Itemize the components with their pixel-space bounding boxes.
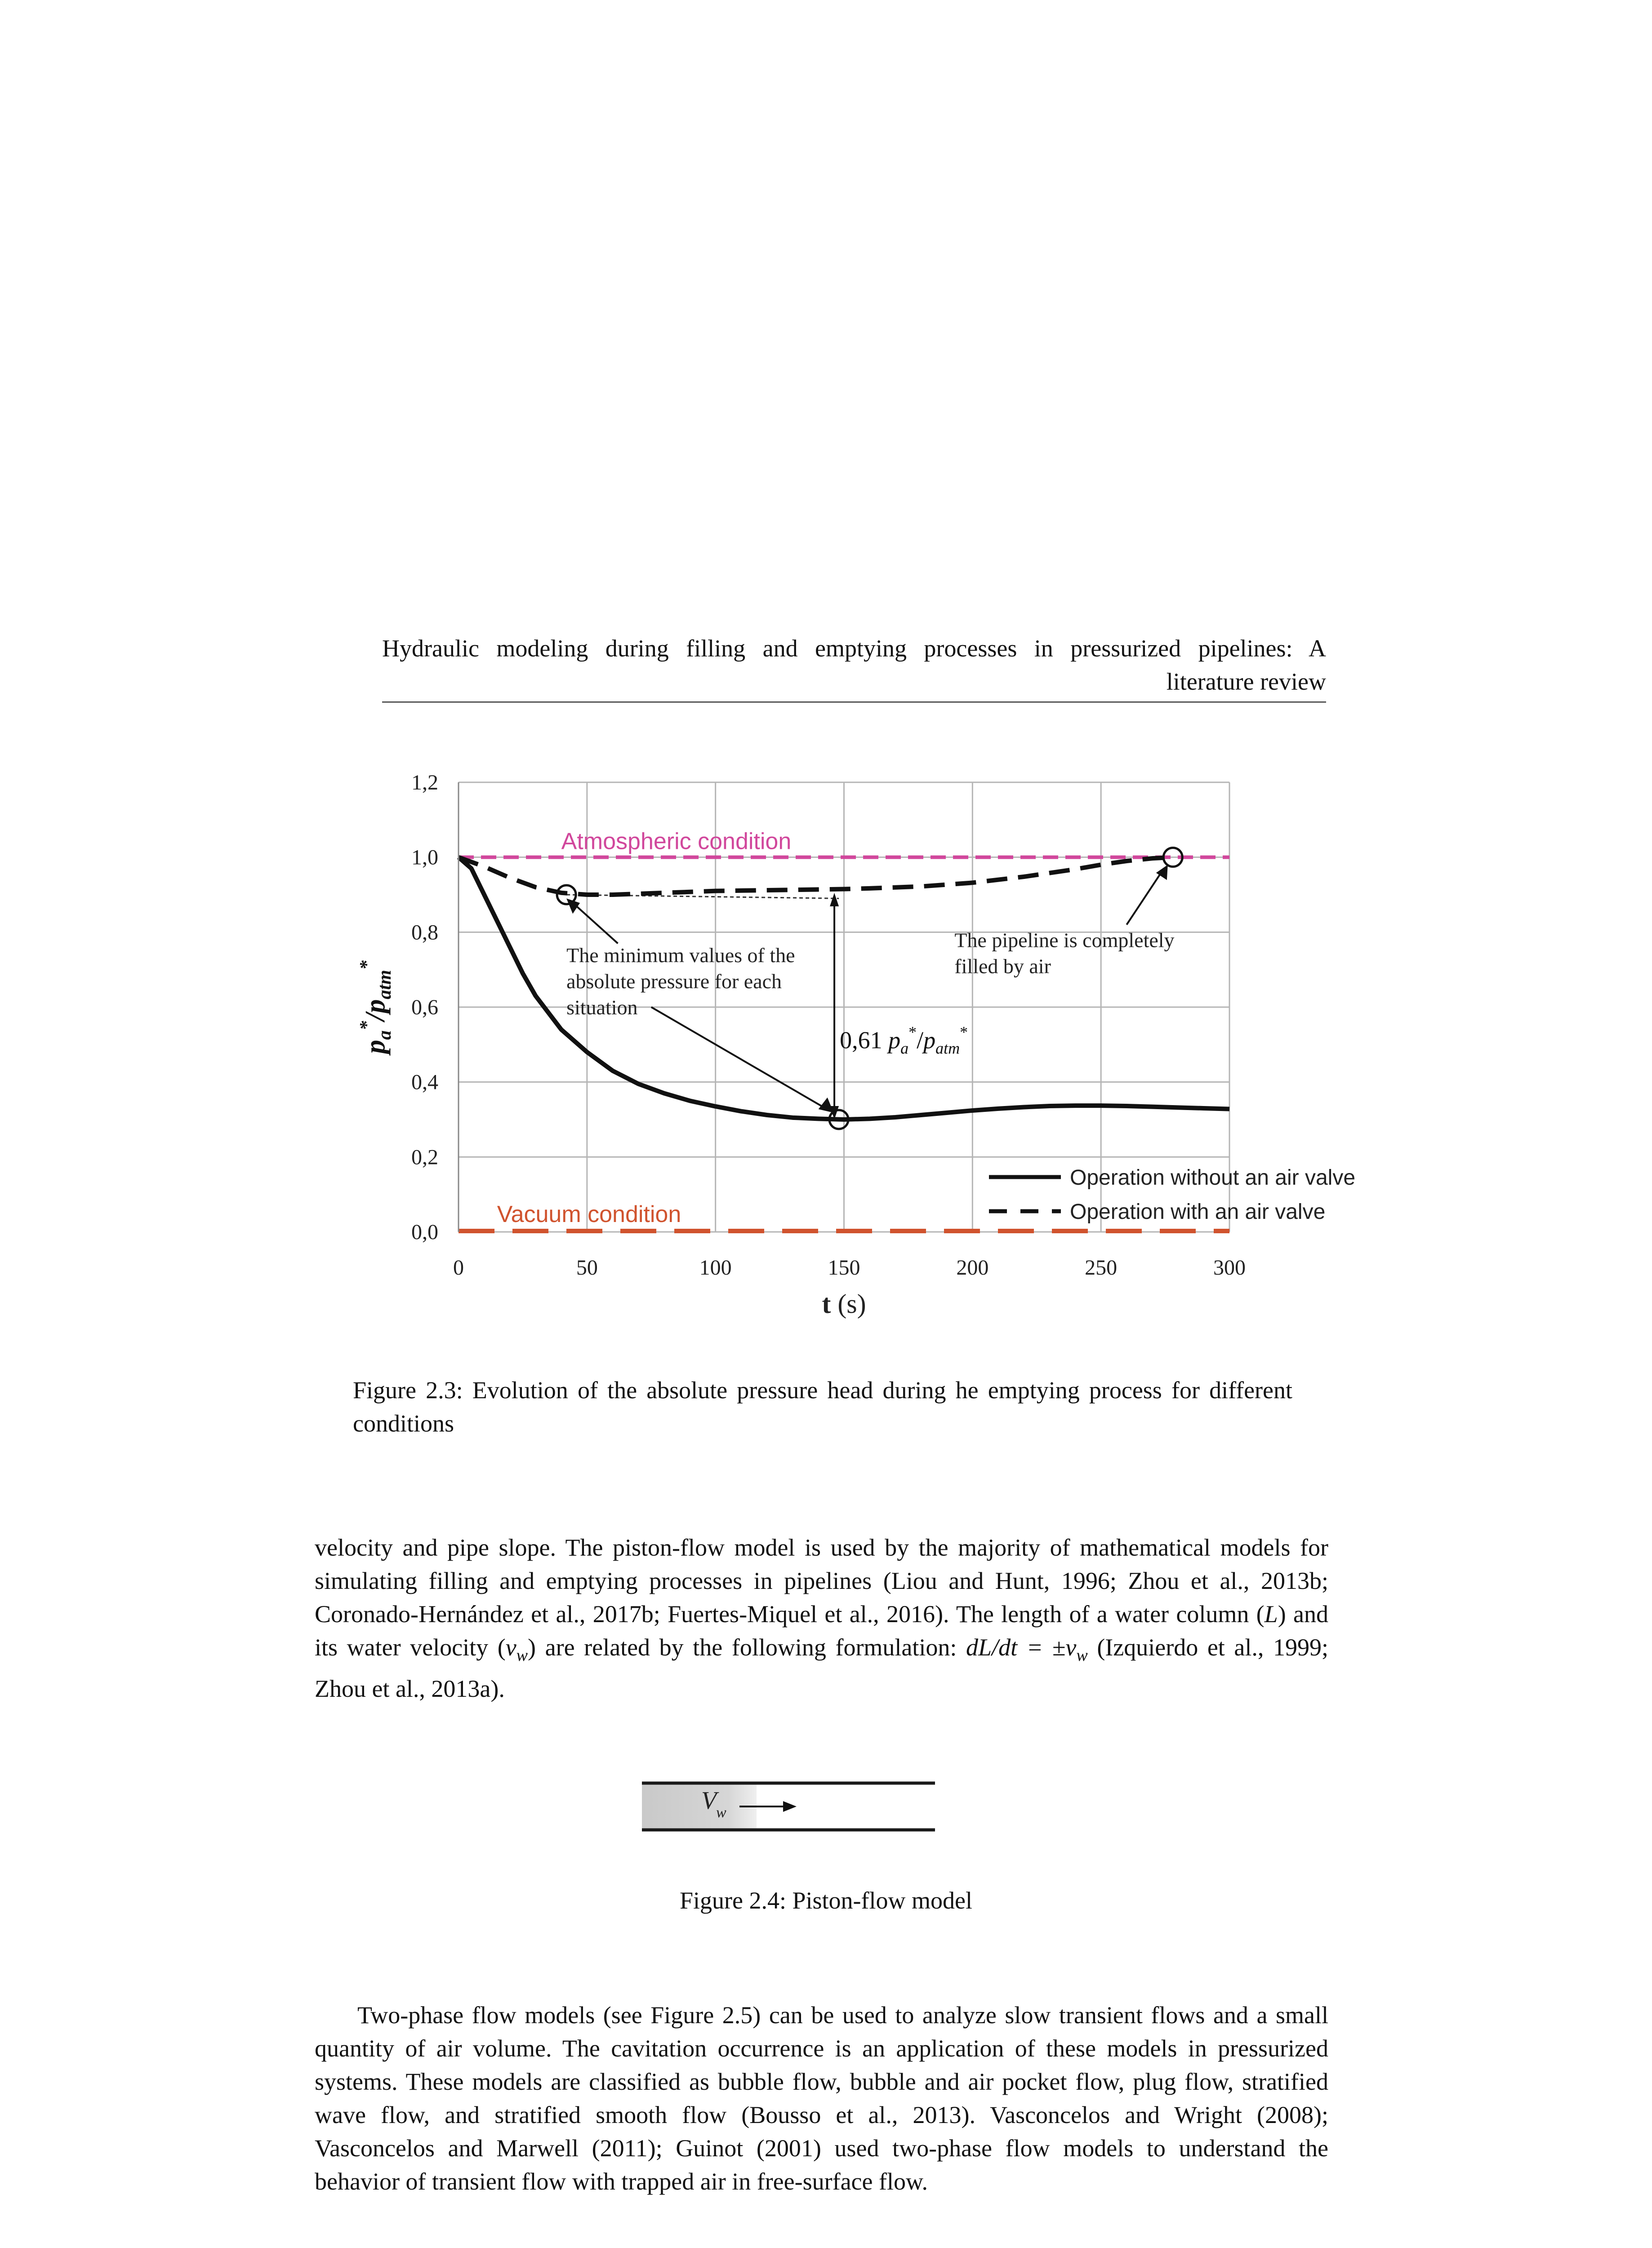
water-column <box>642 1784 757 1829</box>
y-tick-label: 1,0 <box>411 845 438 870</box>
paragraph-2: Two-phase flow models (see Figure 2.5) can be used to analyze slow transient flows and a small quantity of air volume. The cavitation occurrence is an application of these models in pressurized systems. These models are classified as bubble flow, bubble and air pocket flow, plug flow, stratified wave flow, and stratified smooth flow (Bousso et al., 2013). Vasconcelos and Wright (2008); Vasconcelos and Marwell (2011); Guinot (2001) used two-phase flow models to understand the behavior of transient flow with trapped air in free-surface flow. <box>315 2002 1328 2195</box>
min-reference-line <box>566 895 839 898</box>
y-tick-label: 0,4 <box>411 1070 438 1094</box>
y-label-p2: p <box>360 999 391 1013</box>
x-axis-label-unit: (s) <box>831 1289 866 1319</box>
velocity-label-main: V <box>701 1787 717 1815</box>
difference-sub-atm: atm <box>935 1039 960 1057</box>
figure-2-3-caption: Figure 2.3: Evolution of the absolute pressure head during he emptying process for different conditions <box>353 1377 1292 1437</box>
difference-arrow-head-up <box>830 893 839 906</box>
difference-sub-a: a <box>900 1039 909 1057</box>
difference-p: p <box>888 1026 901 1054</box>
paragraph-1 <box>315 1531 1328 1705</box>
difference-p2: p <box>923 1026 936 1054</box>
x-tick-label: 0 <box>453 1256 464 1280</box>
x-tick-label: 250 <box>1085 1256 1118 1280</box>
y-axis-label <box>356 960 395 1056</box>
y-label-p: p <box>360 1039 391 1054</box>
var-vw-text: $v_w$ <box>505 1634 528 1665</box>
difference-label <box>840 1023 968 1057</box>
annotation-arrow-1-head <box>566 898 580 914</box>
annotation-arrow-3 <box>1127 870 1162 925</box>
velocity-arrow-head <box>783 1801 797 1812</box>
legend-label-with-air-valve: Operation with an air valve <box>1070 1200 1326 1224</box>
y-tick-label: 1,2 <box>411 771 438 794</box>
legend-label-without-air-valve: Operation without an air valve <box>1070 1166 1356 1190</box>
atmospheric-label: Atmospheric condition <box>561 828 792 855</box>
y-tick-label: 0,8 <box>411 920 438 945</box>
annotation-arrow-2 <box>651 1007 828 1110</box>
velocity-label-subscript: w <box>716 1804 726 1821</box>
piston-svg <box>638 1771 944 1848</box>
pressure-chart <box>351 764 1356 1358</box>
annotation-minimum-line: situation <box>566 996 638 1019</box>
x-tick-label: 200 <box>956 1256 989 1280</box>
var-vw-subscript: w <box>516 1646 528 1665</box>
figure-2-4-piston-diagram <box>638 1771 944 1848</box>
x-tick-label: 300 <box>1213 1256 1246 1280</box>
y-tick-label: 0,0 <box>411 1220 438 1244</box>
x-tick-label: 50 <box>576 1256 598 1280</box>
formula <box>966 1634 1088 1665</box>
x-tick-label: 100 <box>699 1256 732 1280</box>
annotation-minimum-line: absolute pressure for each <box>566 970 782 993</box>
header-rule <box>382 701 1326 703</box>
y-label-star2: * <box>356 960 377 970</box>
difference-value: 0,61 <box>840 1026 889 1054</box>
series-with-air-valve <box>459 857 1173 895</box>
x-axis-label <box>822 1289 866 1319</box>
var-vw <box>505 1634 528 1665</box>
difference-slash: / <box>917 1026 924 1054</box>
annotation-filled-line: filled by air <box>954 955 1051 978</box>
paragraph-1-part-2: ) and its water velocity ( <box>315 1601 1328 1661</box>
running-header <box>382 632 1326 698</box>
vacuum-label: Vacuum condition <box>497 1201 681 1227</box>
figure-2-4-caption: Figure 2.4: Piston-flow model <box>680 1887 972 1914</box>
annotation-filled-line: The pipeline is completely <box>954 928 1175 952</box>
difference-star: * <box>908 1023 917 1041</box>
figure-2-3-chart <box>351 764 1356 1358</box>
difference-star2: * <box>960 1023 968 1041</box>
paragraph-1-part-4: (Izquierdo et al., 1999; Zhou et al., 2013a). <box>315 1634 1328 1702</box>
formula-text: $dL/dt = \pm v_w$ <box>966 1634 1088 1665</box>
y-tick-label: 0,6 <box>411 995 438 1019</box>
formula-subscript: w <box>1076 1646 1088 1665</box>
x-tick-label: 150 <box>828 1256 860 1280</box>
x-axis-label-symbol: t <box>822 1289 831 1319</box>
annotation-filled <box>954 929 1174 978</box>
y-label-star: * <box>356 1021 377 1030</box>
var-L: L <box>1264 1601 1278 1628</box>
header-line-1: Hydraulic modeling during filling and emptying processes in pressurized pipelines: A <box>382 635 1326 662</box>
annotation-minimum-line: The minimum values of the <box>566 944 795 967</box>
y-label-sub-a: a <box>374 1030 395 1040</box>
y-tick-label: 0,2 <box>411 1145 438 1169</box>
annotation-arrow-1 <box>574 904 618 943</box>
header-line-2: literature review <box>1166 668 1326 695</box>
y-label-sub-atm: atm <box>374 970 395 999</box>
paragraph-1-part-3: ) are related by the following formulation: <box>528 1634 957 1661</box>
y-label-slash: / <box>360 1013 391 1021</box>
paragraph-1-part-1: velocity and pipe slope. The piston-flow model is used by the majority of mathematical models for simulating filling and emptying processes in pipelines (Liou and Hunt, 1996; Zhou et al., 2013b; Coronado-Hernández et al., 2017b; Fuertes-Miquel et al., 2016). The length of a water column ( <box>315 1534 1328 1628</box>
